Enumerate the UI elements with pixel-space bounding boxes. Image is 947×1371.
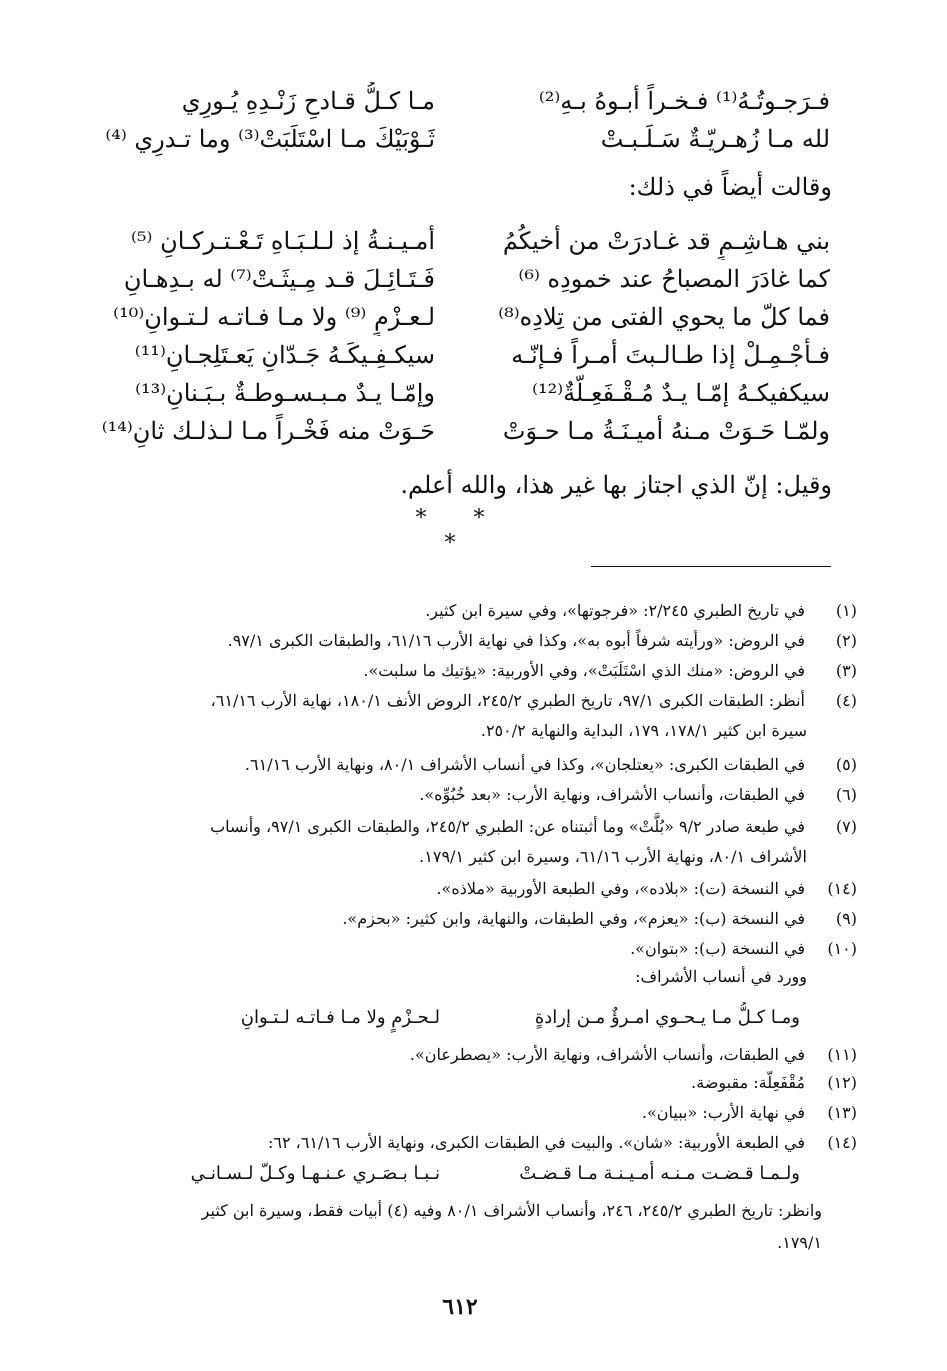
footnote (67, 780, 857, 810)
footnote-number: (١٣) (827, 1103, 857, 1122)
footnote-text: الأشراف ٨٠/١، ونهاية الأرب ٦١/١٦، وسيرة ابن كثير ١٧٩/١. (419, 847, 807, 866)
verse-second-hemistich: حَـوَتْ منه فَخْـراً مـا لـذلـك ثانِ⁽¹⁴⁾ (101, 417, 435, 445)
footnote-verse (120, 1002, 800, 1034)
footnote (67, 1098, 857, 1128)
footnote-number: (٤) (835, 691, 857, 710)
verse-first-hemistich: فـرَجـوتُـهُ⁽¹⁾ فـخـراً أبـوهُ بـهِ⁽²⁾ (538, 87, 830, 115)
verse-line (100, 374, 830, 412)
footnote (67, 874, 857, 904)
footnote-text: في الروض: «ورأيته شرفاً أبوه به»، وكذا في نهاية الأرب ٦١/١٦، والطبقات الكبرى ٩٧/١. (227, 631, 805, 650)
footnote (67, 750, 857, 780)
footnote-continuation (47, 962, 807, 992)
verse-line (100, 336, 830, 374)
verse-second-hemistich: فَـتَـائِـلَ قـد مِـيثَـتْ⁽⁷⁾ له بـدِهـانِ (123, 265, 435, 293)
verse-first-hemistich: ولمّـا حَـوَتْ مـنهُ أميـنَـةُ مـا حـوَتْ (502, 417, 830, 445)
verse-second-hemistich: مـا كـلُّ قـادحِ زَنْـدِهِ يُـورِي (181, 87, 435, 115)
footnote-text: مُقْفَعِلّة: مقبوضة. (691, 1073, 805, 1092)
footnote-continuation (47, 716, 807, 746)
footnote-number: (٢) (835, 631, 857, 650)
closing-sentence: وقيل: إنّ الذي اجتاز بها غير هذا، والله أعلم. (400, 471, 832, 499)
verse-first-hemistich: سيكفيكـهُ إمّـا يـدٌ مُـقْـفَعِـلّةٌ⁽¹²⁾ (532, 379, 830, 407)
footnote-number: (١٤) (827, 1133, 857, 1152)
footnote (67, 904, 857, 934)
footnote-text: ١٧٩/١. (777, 1233, 822, 1252)
verse-line (100, 412, 830, 450)
footnote (67, 656, 857, 686)
verse-second-hemistich: وإمّـا يـدٌ مـبـسـوطـةٌ بـبَـنانِ⁽¹³⁾ (135, 379, 435, 407)
verse-second-hemistich: سيكـفِـيكَـهُ جَـدّانِ يَعـتَلِجـانِ⁽¹¹⁾ (134, 341, 435, 369)
footnote-text: في الطبقات، وأنساب الأشراف، ونهاية الأرب: «بعد خُبُوِّه». (419, 785, 805, 804)
footnote-text: في النسخة (ب): «يعزم»، وفي الطبقات، والنهاية، وابن كثير: «بحزم». (342, 909, 805, 928)
footnote-text: في النسخة (ت): «بلاده»، وفي الطبعة الأوربية «ملاذه». (436, 879, 805, 898)
footnote-text: أنظر: الطبقات الكبرى ٩٧/١، تاريخ الطبري ٢٤٥/٢، الروض الأنف ١٨٠/١، نهاية الأرب ٦١/١٦، (210, 691, 805, 710)
verse-first-hemistich: لله مـا زُهـريّـةٌ سَـلَـبـتْ (600, 125, 830, 153)
footnote-text: في الطبقات، وأنساب الأشراف، ونهاية الأرب: «يصطرعان». (409, 1045, 805, 1064)
footnote (67, 596, 857, 626)
footnote-text: في النسخة (ب): «بتوان». (630, 939, 805, 958)
verse-second-hemistich: أمـيـنـةُ إذ لـلـبَـاهِ تَـعْـتـركـانِ ⁽⁵⁾ (131, 227, 435, 255)
verse-line (100, 222, 830, 260)
footnote (67, 934, 857, 964)
verse-first-hemistich: فـأجْـمِـلْ إذا طـالـبتَ أمـراً فـإنّـه (511, 341, 830, 369)
footnote-separator (591, 566, 831, 567)
footnote-number: (٣) (835, 661, 857, 680)
footnote-continuation (42, 1228, 822, 1258)
verse-line (100, 298, 830, 336)
verse-second-hemistich: ثَـوْبَيْكَ مـا اسْتَلَبَتْ⁽³⁾ وما تـدرِي ⁽⁴⁾ (105, 125, 435, 153)
footnote-number: (٧) (835, 817, 857, 836)
footnote-number: (١١) (827, 1045, 857, 1064)
footnote-text: في طبعة صادر ٩/٢ «بُلَّتْ» وما أثبتناه عن: الطبري ٢٤٥/٢، والطبقات الكبرى ٩٧/١، وأنساب (210, 817, 805, 836)
footnote (67, 1040, 857, 1070)
footnote-text: وانظر: تاريخ الطبري ٢٤٥/٢، ٢٤٦، وأنساب الأشراف ٨٠/١ وفيه (٤) أبيات فقط، وسيرة ابن كثير (201, 1201, 822, 1220)
verse-first-hemistich: ولـمـا قـضـت مـنـه أمـيـنـة مـا قـضـتْ (519, 1163, 800, 1184)
footnote-number: (١) (835, 601, 857, 620)
footnote (67, 626, 857, 656)
footnote-text: في الطبعة الأوربية: «شان». والبيت في الطبقات الكبرى، ونهاية الأرب ٦١/١٦، ٦٢: (268, 1133, 805, 1152)
footnote-number: (٩) (835, 909, 857, 928)
verse-first-hemistich: كما غادَرَ المصباحُ عند خمودِه ⁽⁶⁾ (518, 265, 830, 293)
footnote-text: في الطبقات الكبرى: «يعتلجان»، وكذا في أنساب الأشراف ٨٠/١، ونهاية الأرب ٦١/١٦. (244, 755, 805, 774)
footnote-number: (١٤) (827, 879, 857, 898)
verse-first-hemistich: فما كلّ ما يحوي الفتى من تِلادِه⁽⁸⁾ (498, 303, 830, 331)
footnote (67, 1128, 857, 1158)
verse-second-hemistich: نـبـا بـصَـري عـنـهـا وكـلّ لـسـانـي (190, 1163, 440, 1184)
footnote (67, 686, 857, 716)
section-intro: وقالت أيضاً في ذلك: (628, 173, 832, 201)
footnote-number: (١٢) (827, 1073, 857, 1092)
footnote-verse (120, 1158, 800, 1190)
footnote-number: (٥) (835, 755, 857, 774)
footnote-number: (٦) (835, 785, 857, 804)
verse-line (100, 82, 830, 120)
verse-first-hemistich: ومـا كـلُّ مـا يـحـوي امـرؤٌ مـن إرادةٍ (534, 1007, 800, 1028)
page-number: ٦١٢ (442, 1294, 478, 1320)
footnote-text: في الروض: «منك الذي اسْتَلَبَتْ»، وفي الأوربية: «يؤتيك ما سلبت». (363, 661, 805, 680)
footnote-continuation (42, 1196, 822, 1226)
footnote-text: في تاريخ الطبري ٢/٢٤٥: «فرجوتها»، وفي سيرة ابن كثير. (425, 601, 805, 620)
verse-second-hemistich: لـعـزْمٍ ⁽⁹⁾ ولا مـا فـاتـه لـتـوانِ⁽¹⁰⁾ (113, 303, 435, 331)
footnote-text: في نهاية الأرب: «ببيان». (641, 1103, 805, 1122)
verse-second-hemistich: لـحـزْمٍ ولا مـا فـاتـه لـتـوانِ (240, 1007, 440, 1028)
footnote-continuation (47, 842, 807, 872)
verse-line (100, 120, 830, 158)
footnote (67, 1068, 857, 1098)
footnote (67, 812, 857, 842)
footnote-text: وورد في أنساب الأشراف: (635, 967, 807, 986)
verse-line (100, 260, 830, 298)
footnote-text: سيرة ابن كثير ١٧٨/١، ١٧٩، البداية والنهاية ٢٥٠/٢. (480, 721, 807, 740)
footnote-number: (١٠) (827, 939, 857, 958)
verse-first-hemistich: بني هـاشِـمٍ قد غـادرَتْ من أخيكُمُ (502, 227, 830, 255)
section-divider-stars: * * * (415, 506, 505, 556)
